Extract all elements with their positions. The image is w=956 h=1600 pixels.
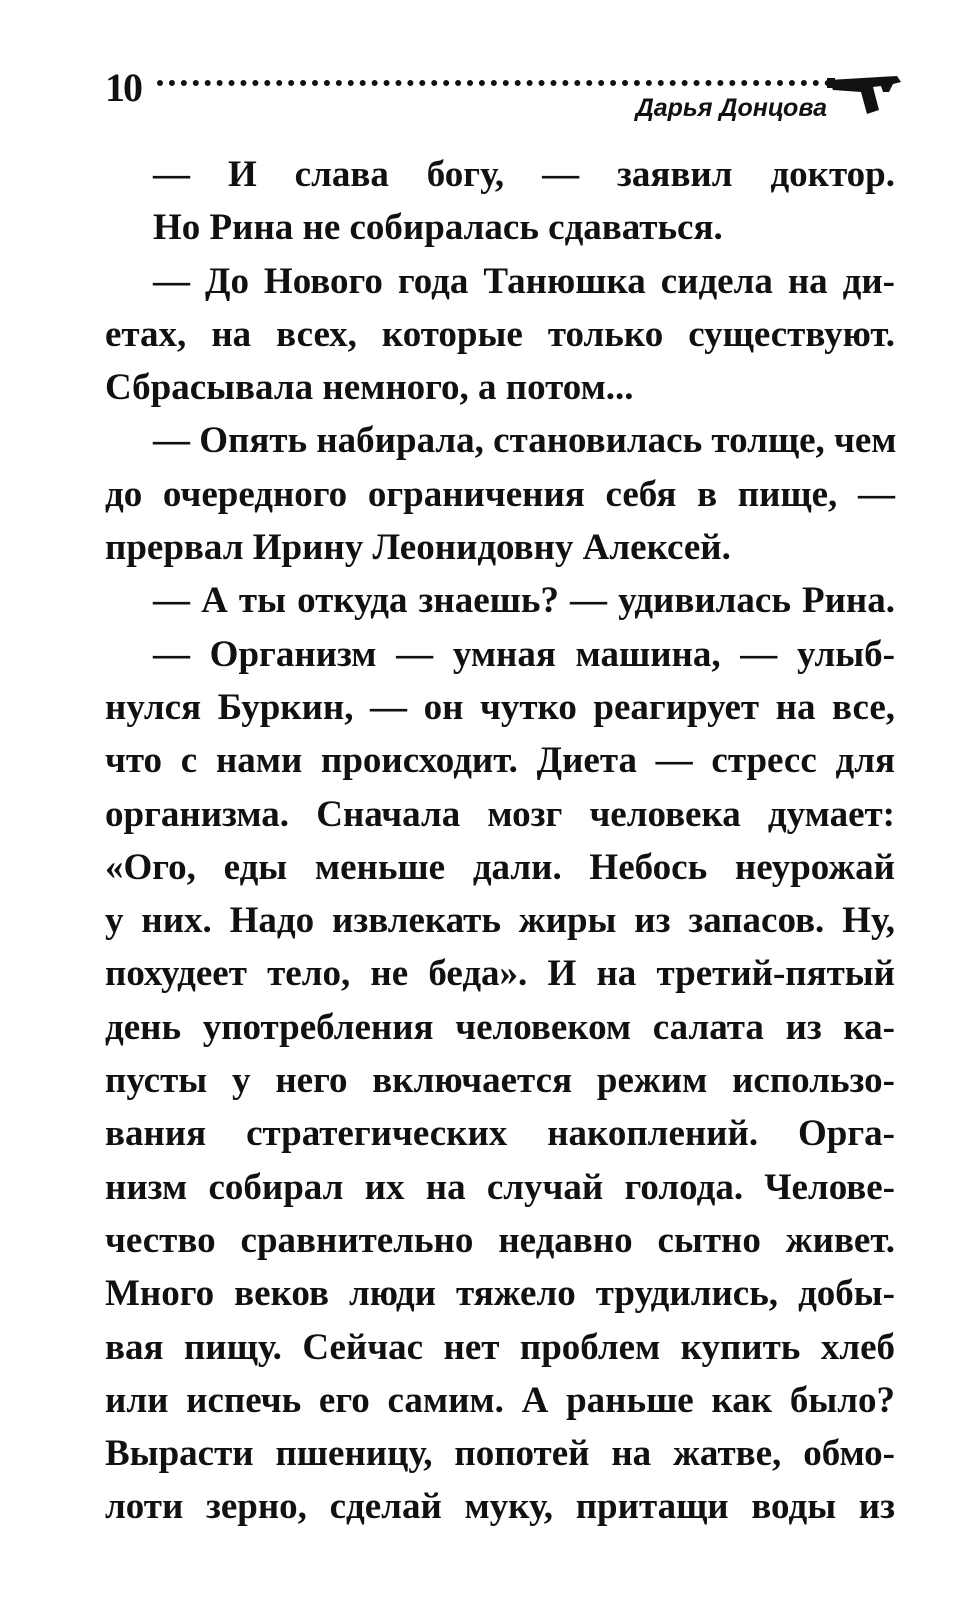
dot-leader-divider: [157, 80, 879, 86]
text-line: — До Нового года Танюшка сидела на ди-: [153, 260, 895, 302]
page-number: 10: [105, 65, 141, 110]
text-line: прервал Ирину Леонидовну Алексей.: [105, 527, 731, 569]
text-line: нулся Буркин, — он чутко реагирует на все,: [105, 686, 895, 728]
text-line: Сбрасывала немного, а потом...: [105, 367, 634, 409]
pistol-icon: [827, 70, 907, 120]
text-line: — А ты откуда знаешь? — удивилась Рина.: [153, 580, 895, 622]
text-line: похудеет тело, не беда». И на третий-пятый: [105, 953, 895, 995]
text-line: чество сравнительно недавно сытно живет.: [105, 1219, 895, 1261]
text-line: Вырасти пшеницу, попотей на жатве, обмо-: [105, 1433, 895, 1475]
text-line: Но Рина не собиралась сдаваться.: [153, 207, 723, 249]
text-line: или испечь его самим. А раньше как было?: [105, 1379, 895, 1421]
text-line: «Ого, еды меньше дали. Небось неурожай: [105, 846, 895, 888]
text-line: — Организм — умная машина, — улыб-: [153, 633, 895, 675]
text-line: низм собирал их на случай голода. Челове-: [105, 1166, 895, 1208]
text-line: организма. Сначала мозг человека думает:: [105, 793, 895, 835]
book-text: [105, 148, 895, 1534]
author-name: Дарья Донцова: [635, 94, 827, 122]
text-line: лоти зерно, сделай муку, притащи воды из: [105, 1486, 895, 1528]
text-line: пусты у него включается режим использо-: [105, 1060, 895, 1102]
text-line: етах, на всех, которые только существуют.: [105, 313, 895, 355]
text-line: вания стратегических накоплений. Орга-: [105, 1113, 895, 1155]
text-line: — И слава богу, — заявил доктор.: [153, 154, 895, 195]
text-line: Много веков люди тяжело трудились, добы-: [105, 1273, 895, 1315]
text-line: — Опять набирала, становилась толще, чем: [153, 420, 897, 462]
text-line: у них. Надо извлекать жиры из запасов. Ну,: [105, 900, 895, 942]
page-header: [105, 62, 905, 134]
text-line: до очередного ограничения себя в пище, —: [105, 473, 895, 515]
text-line: что с нами происходит. Диета — стресс для: [105, 740, 895, 782]
text-line: день употребления человеком салата из ка-: [105, 1006, 895, 1048]
text-line: вая пищу. Сейчас нет проблем купить хлеб: [105, 1326, 895, 1368]
